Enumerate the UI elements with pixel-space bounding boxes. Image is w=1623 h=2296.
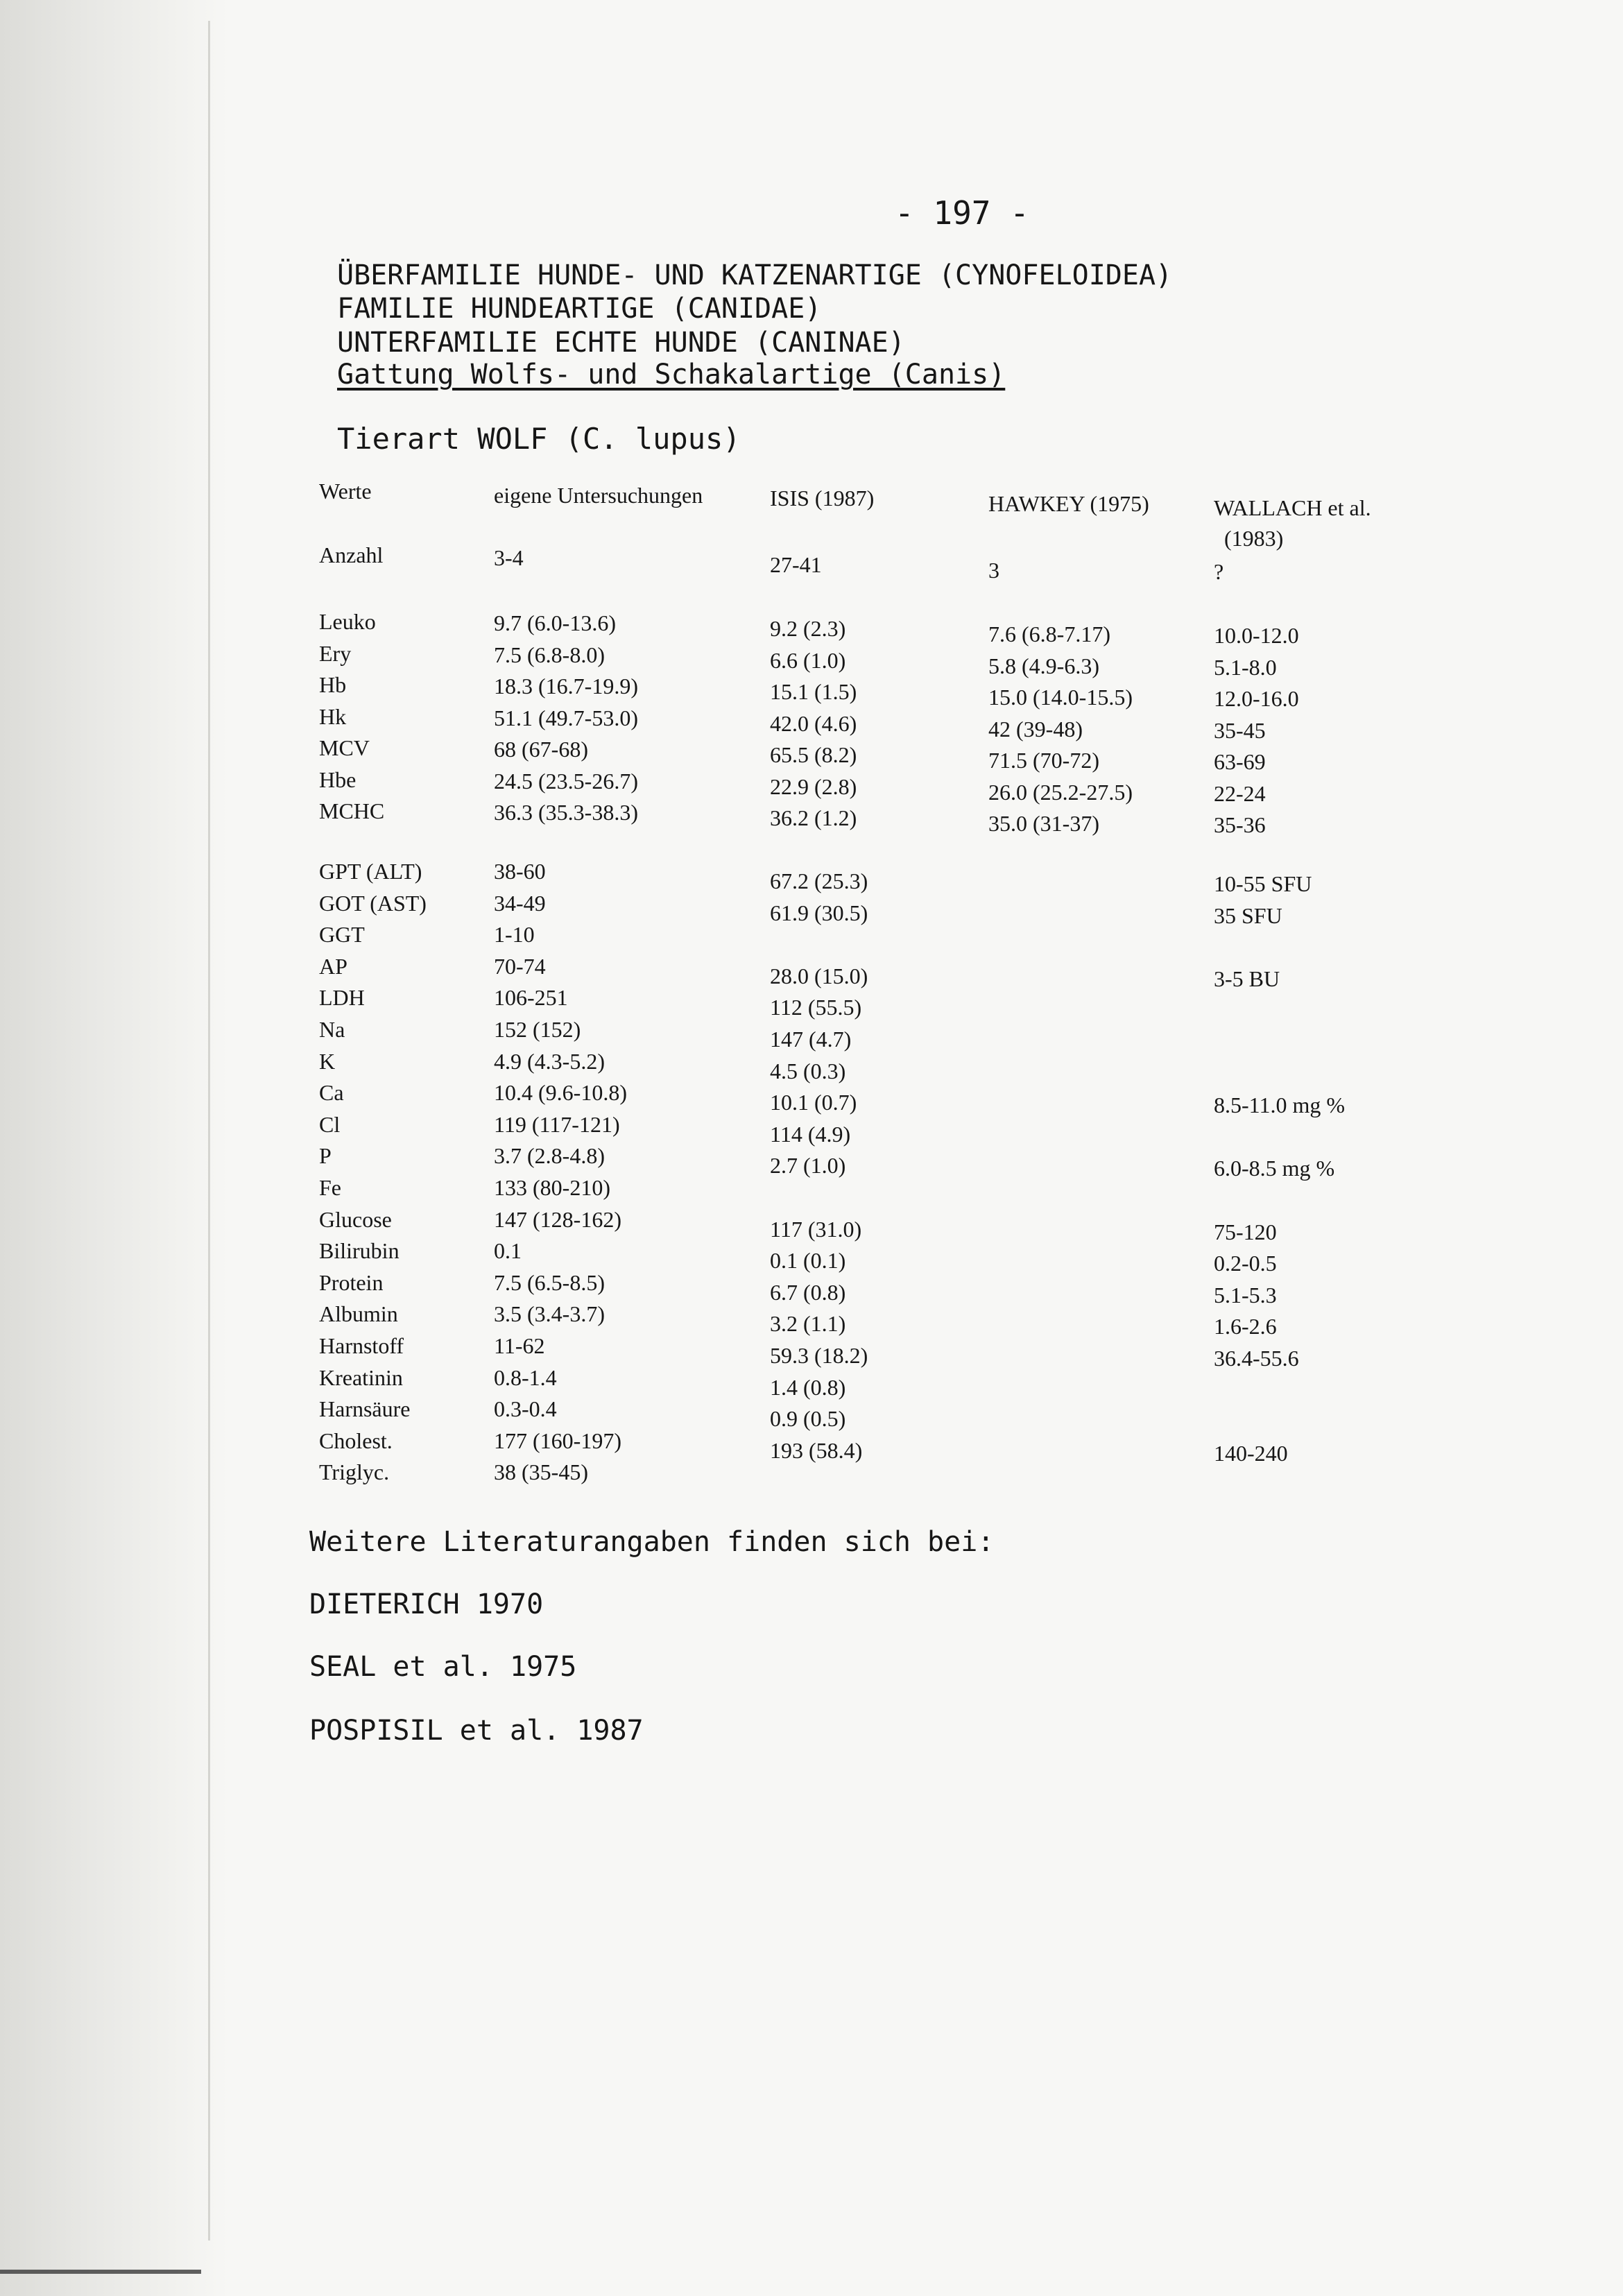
cell-own: 3.5 (3.4-3.7) xyxy=(494,1301,605,1327)
row-label: Leuko xyxy=(319,609,376,634)
row-label: Protein xyxy=(319,1269,384,1295)
cell-isis: 28.0 (15.0) xyxy=(770,963,868,988)
cell-own: 7.5 (6.5-8.5) xyxy=(494,1269,605,1295)
table-header-label: Werte xyxy=(319,479,372,504)
cell-hawkey: 42 (39-48) xyxy=(988,716,1083,742)
scan-binding-shadow xyxy=(0,0,229,2296)
page-edge-line xyxy=(208,21,210,2241)
cell-isis: 1.4 (0.8) xyxy=(770,1374,846,1400)
cell-own: 3.7 (2.8-4.8) xyxy=(494,1143,605,1169)
literature-ref: DIETERICH 1970 xyxy=(309,1588,544,1620)
table-header-own: eigene Untersuchungen xyxy=(494,483,703,508)
cell-wallach: 35-45 xyxy=(1214,717,1266,743)
cell-isis: 42.0 (4.6) xyxy=(770,710,857,736)
row-label: GPT (ALT) xyxy=(319,859,422,884)
cell-own: 133 (80-210) xyxy=(494,1175,610,1200)
table-header-wallach: WALLACH et al. xyxy=(1214,495,1371,520)
cell-wallach: 75-120 xyxy=(1214,1219,1277,1244)
table-header-wallach-year: (1983) xyxy=(1224,526,1284,551)
table-header-hawkey: HAWKEY (1975) xyxy=(988,491,1149,516)
scan-edge-mark xyxy=(0,2270,201,2274)
cell-own: 177 (160-197) xyxy=(494,1428,621,1453)
cell-isis: 22.9 (2.8) xyxy=(770,773,857,799)
cell-own: 0.8-1.4 xyxy=(494,1364,557,1390)
cell-own: 70-74 xyxy=(494,953,546,979)
cell-own: 9.7 (6.0-13.6) xyxy=(494,610,616,635)
taxon-subfamily: UNTERFAMILIE ECHTE HUNDE (CANINAE) xyxy=(337,327,905,359)
cell-wallach: 3-5 BU xyxy=(1214,966,1280,991)
cell-own: 11-62 xyxy=(494,1333,545,1358)
row-label: Fe xyxy=(319,1175,341,1200)
cell-wallach: 8.5-11.0 mg % xyxy=(1214,1093,1346,1118)
row-label: Kreatinin xyxy=(319,1364,403,1390)
cell-own: 147 (128-162) xyxy=(494,1206,621,1232)
cell-isis: 147 (4.7) xyxy=(770,1027,852,1052)
cell-isis: 0.9 (0.5) xyxy=(770,1406,846,1432)
cell-isis: 61.9 (30.5) xyxy=(770,900,868,925)
cell-hawkey: 7.6 (6.8-7.17) xyxy=(988,622,1110,646)
cell-own: 34-49 xyxy=(494,890,546,916)
cell-isis: 117 (31.0) xyxy=(770,1216,862,1242)
taxon-superfamily: ÜBERFAMILIE HUNDE- UND KATZENARTIGE (CYNOFELOIDEA) xyxy=(337,259,1173,291)
row-label: Harnstoff xyxy=(319,1333,404,1358)
row-label: Na xyxy=(319,1017,345,1042)
cell-own: 51.1 (49.7-53.0) xyxy=(494,705,638,730)
taxon-genus: Gattung Wolfs- und Schakalartige (Canis) xyxy=(337,359,1006,391)
cell-isis: 9.2 (2.3) xyxy=(770,616,846,641)
cell-isis: 6.7 (0.8) xyxy=(770,1279,846,1305)
cell-isis: 67.2 (25.3) xyxy=(770,868,868,893)
row-label: K xyxy=(319,1048,336,1074)
row-label: LDH xyxy=(319,985,365,1011)
cell-own: 152 (152) xyxy=(494,1017,581,1042)
cell-wallach: 1.6-2.6 xyxy=(1214,1314,1277,1339)
cell-hawkey: 35.0 (31-37) xyxy=(988,811,1099,836)
cell-anzahl-isis: 27-41 xyxy=(770,552,822,577)
literature-ref: SEAL et al. 1975 xyxy=(309,1651,577,1683)
row-label: Glucose xyxy=(319,1206,392,1232)
cell-anzahl-hawkey: 3 xyxy=(988,558,999,583)
species-title: Tierart WOLF (C. lupus) xyxy=(337,422,741,456)
cell-isis: 114 (4.9) xyxy=(770,1121,851,1147)
cell-wallach: 35-36 xyxy=(1214,812,1266,837)
cell-own: 38 (35-45) xyxy=(494,1459,588,1485)
cell-hawkey: 26.0 (25.2-27.5) xyxy=(988,779,1133,805)
row-label: Cholest. xyxy=(319,1428,393,1453)
row-label: Bilirubin xyxy=(319,1238,400,1264)
cell-isis: 193 (58.4) xyxy=(770,1437,863,1463)
literature-heading: Weitere Literaturangaben finden sich bei: xyxy=(309,1526,995,1558)
cell-own: 10.4 (9.6-10.8) xyxy=(494,1080,627,1106)
cell-own: 0.3-0.4 xyxy=(494,1396,557,1422)
cell-isis: 10.1 (0.7) xyxy=(770,1090,857,1115)
cell-anzahl-wallach: ? xyxy=(1214,559,1224,584)
row-label: MCHC xyxy=(319,798,385,823)
row-label: Albumin xyxy=(319,1301,398,1327)
cell-wallach: 63-69 xyxy=(1214,749,1266,774)
cell-wallach: 5.1-8.0 xyxy=(1214,654,1277,680)
row-label: GOT (AST) xyxy=(319,890,427,916)
row-label: GGT xyxy=(319,922,365,948)
literature-ref: POSPISIL et al. 1987 xyxy=(309,1715,644,1747)
cell-isis: 2.7 (1.0) xyxy=(770,1153,846,1179)
cell-isis: 36.2 (1.2) xyxy=(770,805,857,830)
row-label: Ca xyxy=(319,1080,344,1106)
row-label: Cl xyxy=(319,1111,341,1137)
cell-wallach: 6.0-8.5 mg % xyxy=(1214,1156,1335,1181)
cell-wallach: 5.1-5.3 xyxy=(1214,1282,1277,1308)
cell-hawkey: 5.8 (4.9-6.3) xyxy=(988,653,1099,678)
row-label: Hb xyxy=(319,672,347,697)
row-label: Hbe xyxy=(319,766,357,792)
cell-isis: 15.1 (1.5) xyxy=(770,679,857,704)
cell-own: 7.5 (6.8-8.0) xyxy=(494,642,605,667)
cell-isis: 65.5 (8.2) xyxy=(770,742,857,767)
cell-isis: 3.2 (1.1) xyxy=(770,1311,846,1337)
cell-wallach: 0.2-0.5 xyxy=(1214,1251,1277,1276)
cell-own: 106-251 xyxy=(494,985,568,1011)
cell-wallach: 140-240 xyxy=(1214,1440,1288,1466)
cell-wallach: 12.0-16.0 xyxy=(1214,686,1299,711)
cell-hawkey: 15.0 (14.0-15.5) xyxy=(988,685,1133,710)
row-label: Triglyc. xyxy=(319,1459,390,1485)
row-label: Harnsäure xyxy=(319,1396,411,1422)
cell-isis: 0.1 (0.1) xyxy=(770,1248,846,1274)
cell-isis: 59.3 (18.2) xyxy=(770,1343,868,1368)
cell-isis: 4.5 (0.3) xyxy=(770,1058,846,1083)
cell-own: 1-10 xyxy=(494,922,535,948)
cell-isis: 6.6 (1.0) xyxy=(770,647,846,673)
row-label: Hk xyxy=(319,703,347,729)
cell-wallach: 10-55 SFU xyxy=(1214,871,1312,896)
row-label-anzahl: Anzahl xyxy=(319,542,384,567)
row-label: P xyxy=(319,1143,332,1169)
cell-wallach: 10.0-12.0 xyxy=(1214,623,1299,648)
cell-own: 24.5 (23.5-26.7) xyxy=(494,768,638,794)
cell-anzahl-own: 3-4 xyxy=(494,545,524,570)
page-number: - 197 - xyxy=(895,194,1029,232)
cell-own: 68 (67-68) xyxy=(494,737,588,762)
cell-own: 36.3 (35.3-38.3) xyxy=(494,800,638,825)
cell-wallach: 22-24 xyxy=(1214,780,1266,806)
cell-own: 4.9 (4.3-5.2) xyxy=(494,1048,605,1074)
row-label: Ery xyxy=(319,640,352,666)
cell-own: 119 (117-121) xyxy=(494,1111,620,1137)
cell-own: 38-60 xyxy=(494,859,546,884)
cell-own: 0.1 xyxy=(494,1238,522,1264)
row-label: MCV xyxy=(319,735,370,760)
cell-hawkey: 71.5 (70-72) xyxy=(988,748,1099,773)
cell-own: 18.3 (16.7-19.9) xyxy=(494,674,638,699)
cell-isis: 112 (55.5) xyxy=(770,995,862,1020)
row-label: AP xyxy=(319,953,347,979)
taxon-family: FAMILIE HUNDEARTIGE (CANIDAE) xyxy=(337,293,822,325)
cell-wallach: 36.4-55.6 xyxy=(1214,1346,1299,1371)
cell-wallach: 35 SFU xyxy=(1214,902,1282,928)
table-header-isis: ISIS (1987) xyxy=(770,486,875,511)
